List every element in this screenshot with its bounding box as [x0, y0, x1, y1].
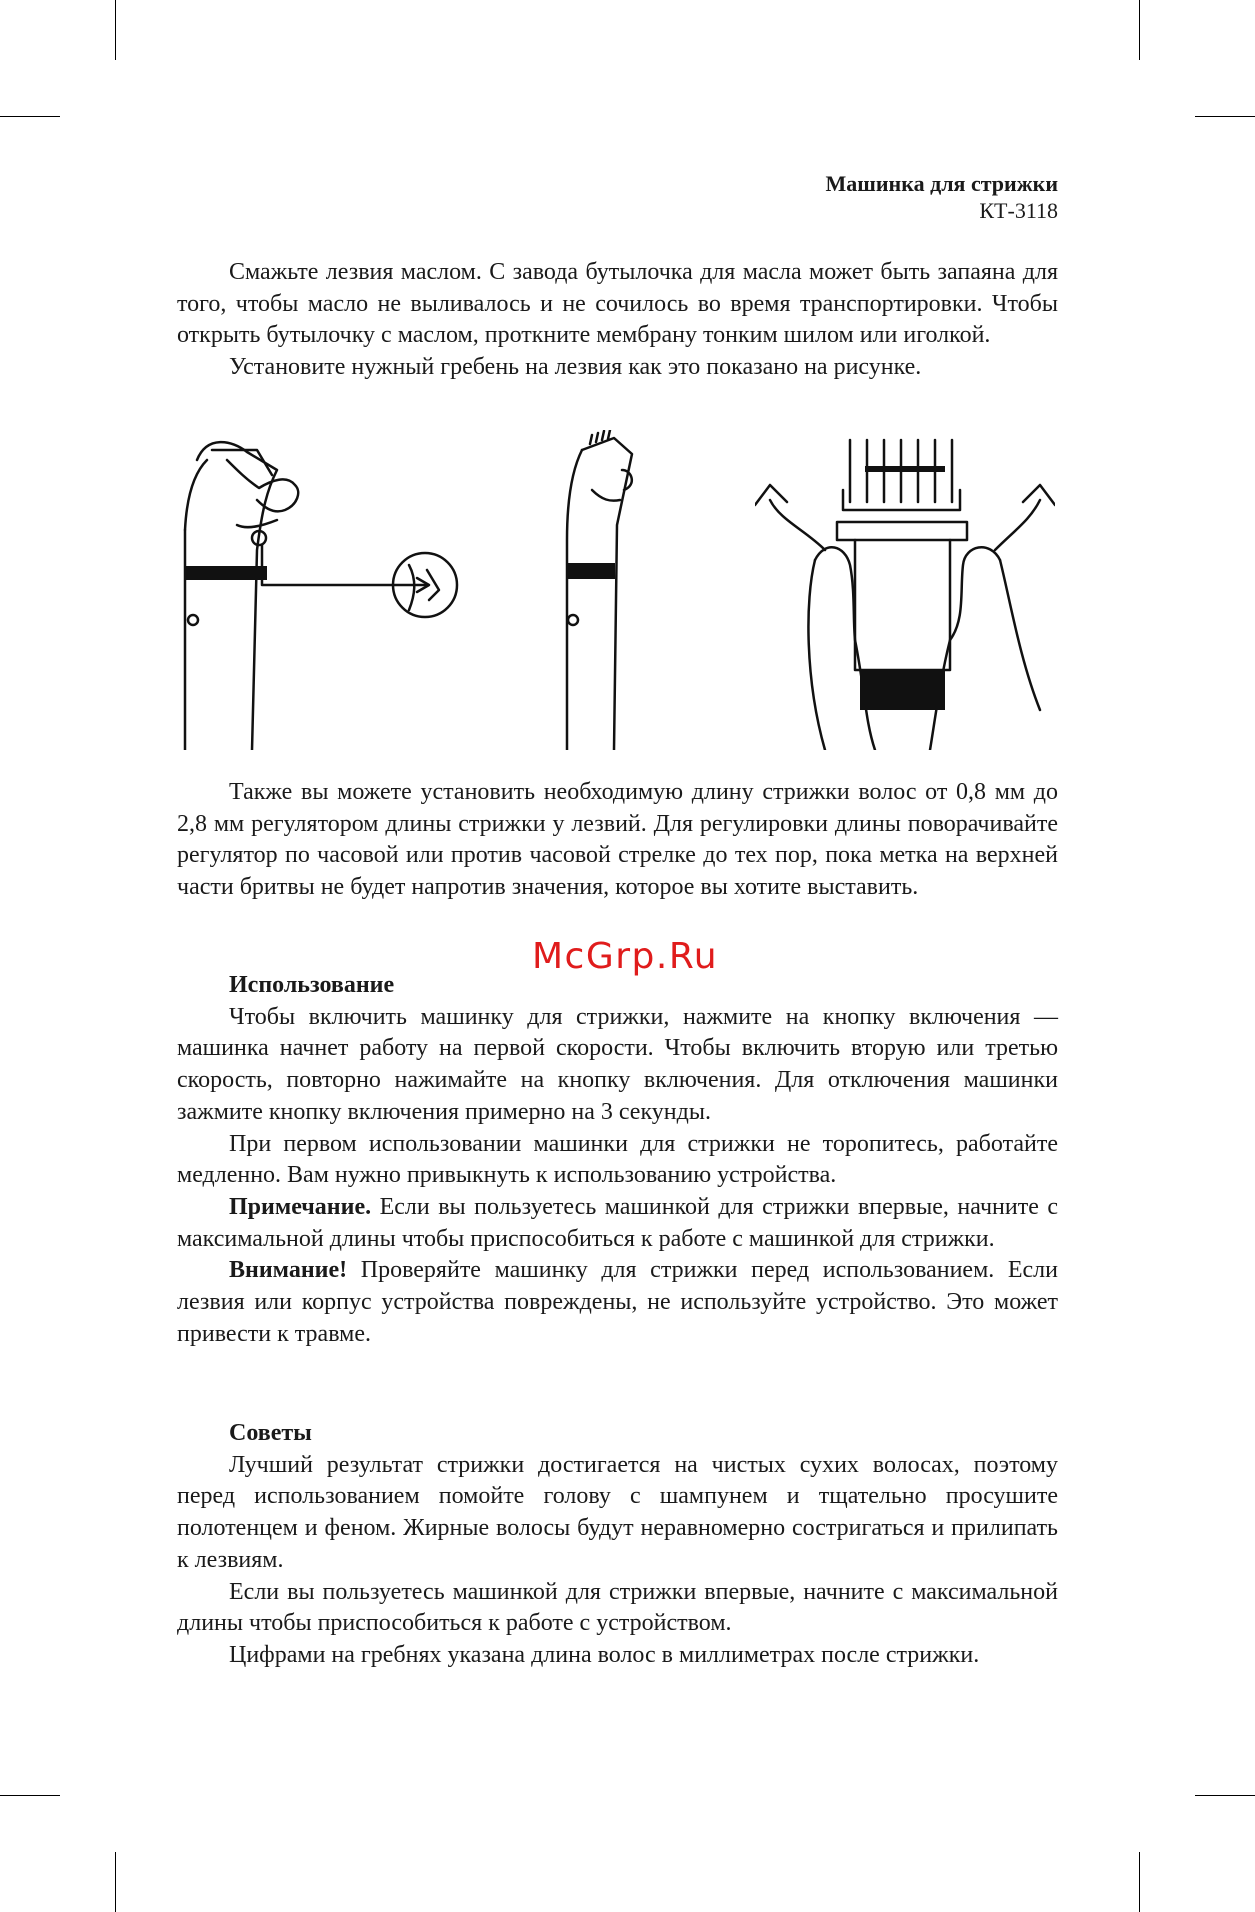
length-section: [177, 777, 1058, 904]
watermark: McGrp.Ru: [532, 936, 719, 977]
illustration-row: [177, 430, 1058, 750]
usage-section: [177, 970, 1058, 1350]
running-header: [826, 170, 1058, 224]
usage-paragraph-1: Чтобы включить машинку для стрижки, нажмите на кнопку включения — машинка начнет работу на первой скорости. Чтобы включить вторую или третью скорость, повторно нажимайте на кнопку включения. Для отключения машинки зажмите кнопку включения примерно на 3 секунды.: [177, 1003, 1058, 1125]
note-label: Примечание.: [229, 1193, 372, 1220]
clipper-illustration: [552, 430, 692, 750]
tips-heading: Советы: [229, 1420, 312, 1446]
oiling-illustration: [177, 430, 467, 750]
crop-mark: [1139, 0, 1140, 60]
warning-text: Проверяйте машинку для стрижки перед использованием. Если лезвия или корпус устройства повреждены, не используйте устройство. Это может привести к травме.: [177, 1257, 1058, 1347]
crop-mark: [0, 1795, 60, 1796]
crop-mark: [115, 0, 116, 60]
tips-paragraph-3: Цифрами на гребнях указана длина волос в миллиметрах после стрижки.: [229, 1641, 980, 1668]
tips-paragraph-2: Если вы пользуетесь машинкой для стрижки впервые, начните с максимальной длины чтобы приспособиться к работе с устройством.: [177, 1578, 1058, 1637]
warning-paragraph: [177, 1255, 1058, 1350]
note-text: Если вы пользуетесь машинкой для стрижки впервые, начните с максимальной длины чтобы приспособиться к работе с машинкой для стрижки.: [177, 1193, 1058, 1252]
crop-mark: [1195, 116, 1255, 117]
length-paragraph: Также вы можете установить необходимую длину стрижки волос от 0,8 мм до 2,8 мм регулятором длины стрижки у лезвий. Для регулировки длины поворачивайте регулятор по часовой или против часовой стрелке до тех пор, пока метка на верхней части бритвы не будет напротив значения, которое вы хотите выставить.: [177, 779, 1058, 901]
intro-paragraph-2: Установите нужный гребень на лезвия как это показано на рисунке.: [229, 354, 922, 381]
header-title: Машинка для стрижки: [825, 171, 1058, 196]
note-paragraph: [177, 1192, 1058, 1255]
tips-paragraph-1: Лучший результат стрижки достигается на чистых сухих волосах, поэтому перед использованием помойте голову с шампунем и тщательно просушите полотенцем и феном. Жирные волосы будут неравномерно состригаться и прилипать к лезвиям.: [177, 1451, 1058, 1573]
crop-mark: [0, 116, 60, 117]
crop-mark: [1139, 1852, 1140, 1912]
comb-attach-illustration: [755, 430, 1055, 750]
tips-section: [177, 1418, 1058, 1672]
usage-heading: Использование: [229, 972, 395, 998]
intro-paragraph-1: Смажьте лезвия маслом. С завода бутылочка для масла может быть запаяна для того, чтобы масло не выливалось и не сочилось во время транспортировки. Чтобы открыть бутылочку с маслом, проткните мембрану тонким шилом или иголкой.: [177, 259, 1058, 349]
intro-section: [177, 257, 1058, 384]
header-model: КТ-3118: [979, 198, 1058, 223]
crop-mark: [1195, 1795, 1255, 1796]
usage-paragraph-2: При первом использовании машинки для стрижки не торопитесь, работайте медленно. Вам нужно привыкнуть к использованию устройства.: [177, 1130, 1058, 1189]
warning-label: Внимание!: [229, 1257, 348, 1284]
crop-mark: [115, 1852, 116, 1912]
